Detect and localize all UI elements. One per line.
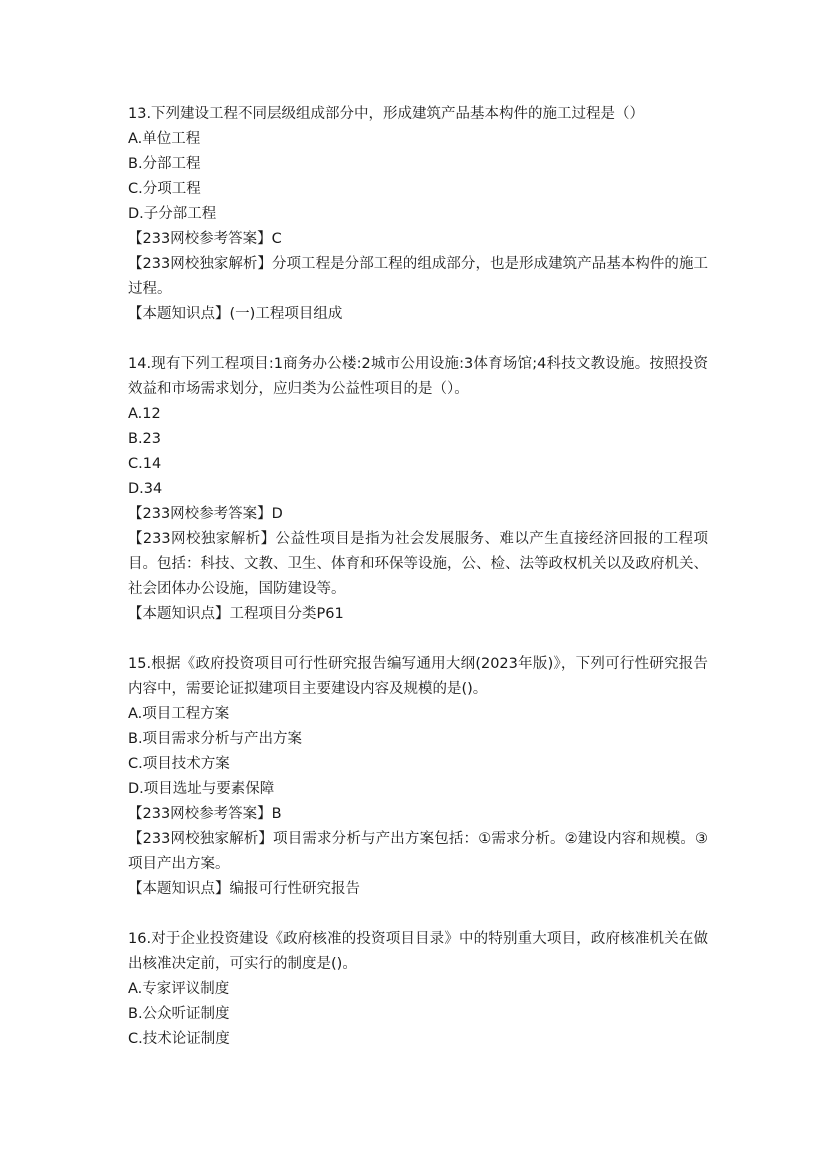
document-page [128,102,708,1077]
question-title: 15.根据《政府投资项目可行性研究报告编写通用大纲(2023年版)》，下列可行性研究报告内容中，需要论证拟建项目主要建设内容及规模的是()。 [128,656,708,697]
reference-answer: 【233网校参考答案】D [128,506,283,522]
option-d: D.34 [128,481,163,497]
option-b: B.分部工程 [128,156,201,172]
option-b: B.项目需求分析与产出方案 [128,731,303,747]
reference-answer: 【233网校参考答案】B [128,806,282,822]
explanation: 【233网校独家解析】分项工程是分部工程的组成部分，也是形成建筑产品基本构件的施工过程。 [128,256,708,297]
question-title: 16.对于企业投资建设《政府核准的投资项目目录》中的特别重大项目，政府核准机关在做出核准决定前，可实行的制度是()。 [128,931,708,972]
option-a: A.项目工程方案 [128,706,230,722]
explanation: 【233网校独家解析】项目需求分析与产出方案包括：①需求分析。②建设内容和规模。③项目产出方案。 [128,831,708,872]
question-16 [128,927,708,1052]
reference-answer: 【233网校参考答案】C [128,231,282,247]
explanation: 【233网校独家解析】公益性项目是指为社会发展服务、难以产生直接经济回报的工程项目。包括：科技、文教、卫生、体育和环保等设施，公、检、法等政权机关以及政府机关、社会团体办公设施，国防建设等。 [128,531,708,597]
option-b: B.公众听证制度 [128,1006,230,1022]
option-a: A.专家评议制度 [128,981,230,997]
question-15 [128,652,708,902]
option-a: A.12 [128,406,161,422]
question-title: 13.下列建设工程不同层级组成部分中，形成建筑产品基本构件的施工过程是（） [128,106,645,122]
question-14 [128,352,708,627]
question-title: 14.现有下列工程项目:1商务办公楼:2城市公用设施:3体育场馆;4科技文教设施。按照投资效益和市场需求划分，应归类为公益性项目的是（）。 [128,356,708,397]
option-d: D.项目选址与要素保障 [128,781,275,797]
option-c: C.技术论证制度 [128,1031,230,1047]
option-c: C.14 [128,456,162,472]
question-13 [128,102,708,327]
knowledge-point: 【本题知识点】(一)工程项目组成 [128,306,343,322]
option-c: C.项目技术方案 [128,756,230,772]
option-c: C.分项工程 [128,181,201,197]
option-b: B.23 [128,431,162,447]
option-d: D.子分部工程 [128,206,217,222]
knowledge-point: 【本题知识点】工程项目分类P61 [128,606,344,622]
knowledge-point: 【本题知识点】编报可行性研究报告 [128,881,360,897]
option-a: A.单位工程 [128,131,201,147]
